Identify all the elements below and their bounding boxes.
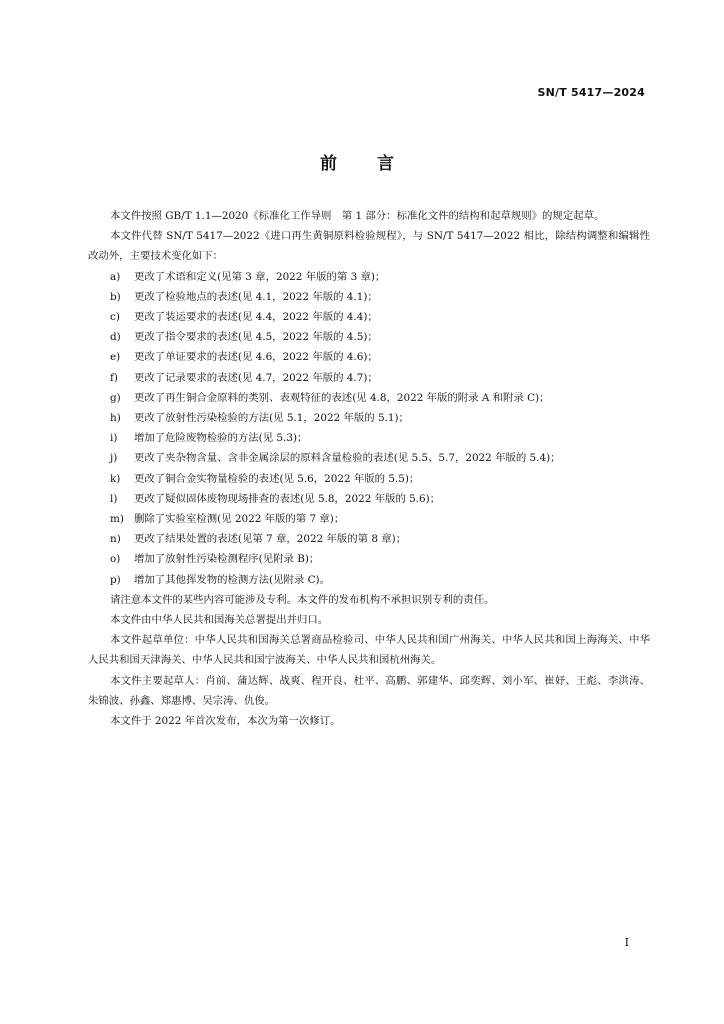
list-text: 更改了再生铜合金原料的类别、表观特征的表述(见 4.8，2022 年版的附录 A 和附录 C)； xyxy=(134,391,550,404)
list-marker: j) xyxy=(110,452,118,465)
list-item xyxy=(88,570,650,590)
list-text: 更改了指令要求的表述(见 4.5，2022 年版的 4.5)； xyxy=(134,331,378,344)
list-item xyxy=(88,307,650,327)
list-marker: e) xyxy=(110,351,121,364)
list-text: 增加了放射性污染检测程序(见附录 B)； xyxy=(134,553,320,566)
list-text: 更改了记录要求的表述(见 4.7，2022 年版的 4.7)； xyxy=(134,371,378,384)
list-marker: h) xyxy=(110,412,121,425)
list-item xyxy=(88,368,650,388)
list-marker: p) xyxy=(110,573,121,586)
list-item xyxy=(88,469,650,489)
paragraph-drafting-rules: 本文件按照 GB/T 1.1—2020《标准化工作导则 第 1 部分：标准化文件的结构和起草规则》的规定起草。 xyxy=(110,210,605,222)
list-text: 更改了装运要求的表述(见 4.4，2022 年版的 4.4)； xyxy=(134,311,378,324)
document-body xyxy=(88,206,650,731)
list-marker: o) xyxy=(110,553,121,566)
list-text: 更改了放射性污染检验的方法(见 5.1，2022 年版的 5.1)； xyxy=(134,412,409,425)
list-item xyxy=(88,327,650,347)
paragraph-drafters: 本文件主要起草人：肖前、蒲达辉、战爽、程开良、杜平、高鹏、郭建华、邱奕辉、刘小军、崔妤、王彪、李洪涛、朱锦波、孙鑫、郑惠博、吴宗涛、仇俊。 xyxy=(88,674,650,707)
list-text: 更改了检验地点的表述(见 4.1，2022 年版的 4.1)； xyxy=(134,290,378,303)
list-item xyxy=(88,388,650,408)
list-text: 更改了结果处置的表述(见第 7 章，2022 年版的第 8 章)； xyxy=(134,533,407,546)
list-marker: i) xyxy=(110,432,118,445)
list-item xyxy=(88,509,650,529)
list-item xyxy=(88,428,650,448)
list-item xyxy=(88,408,650,428)
list-item xyxy=(88,448,650,468)
paragraph-proposer: 本文件由中华人民共和国海关总署提出并归口。 xyxy=(110,614,329,627)
list-text: 增加了危险废物检验的方法(见 5.3)； xyxy=(134,432,308,445)
paragraph-patent-notice: 请注意本文件的某些内容可能涉及专利。本文件的发布机构不承担识别专利的责任。 xyxy=(110,593,495,606)
list-marker: g) xyxy=(110,391,121,404)
list-marker: f) xyxy=(110,371,118,384)
list-marker: b) xyxy=(110,290,121,303)
paragraph-release-history: 本文件于 2022 年首次发布，本次为第一次修订。 xyxy=(110,715,341,728)
list-text: 更改了疑似固体废物现场排查的表述(见 5.8，2022 年版的 5.6)； xyxy=(134,492,441,505)
changes-list xyxy=(88,267,650,590)
list-marker: c) xyxy=(110,311,120,324)
paragraph-replacement: 本文件代替 SN/T 5417—2022《进口再生黄铜原料检验规程》，与 SN/T 5417—2022 相比，除结构调整和编辑性改动外，主要技术变化如下： xyxy=(88,230,650,263)
list-marker: d) xyxy=(110,331,121,344)
list-item xyxy=(88,549,650,569)
list-marker: m) xyxy=(110,513,124,526)
list-text: 更改了铜合金实物量检验的表述(见 5.6，2022 年版的 5.5)； xyxy=(134,472,420,485)
list-text: 更改了术语和定义(见第 3 章，2022 年版的第 3 章)； xyxy=(134,270,386,283)
list-marker: n) xyxy=(110,533,121,546)
page-title: 前言 xyxy=(320,154,434,174)
list-text: 删除了实验室检测(见 2022 年版的第 7 章)； xyxy=(134,513,345,526)
list-text: 增加了其他挥发物的检测方法(见附录 C)。 xyxy=(134,573,330,586)
list-text: 更改了单证要求的表述(见 4.6，2022 年版的 4.6)； xyxy=(134,351,378,364)
list-item xyxy=(88,489,650,509)
paragraph-drafting-units: 本文件起草单位：中华人民共和国海关总署商品检验司、中华人民共和国广州海关、中华人民共和国上海海关、中华人民共和国天津海关、中华人民共和国宁波海关、中华人民共和国杭州海关。 xyxy=(88,634,650,667)
list-text: 更改了夹杂物含量、含非金属涂层的原料含量检验的表述(见 5.5、5.7，2022 年版的 5.4)； xyxy=(134,452,561,465)
list-item xyxy=(88,287,650,307)
list-marker: k) xyxy=(110,472,121,485)
page-number: I xyxy=(624,936,629,949)
list-marker: l) xyxy=(110,492,118,505)
list-item xyxy=(88,347,650,367)
standard-number: SN/T 5417—2024 xyxy=(537,86,645,99)
list-item xyxy=(88,267,650,287)
list-item xyxy=(88,529,650,549)
list-marker: a) xyxy=(110,270,121,283)
